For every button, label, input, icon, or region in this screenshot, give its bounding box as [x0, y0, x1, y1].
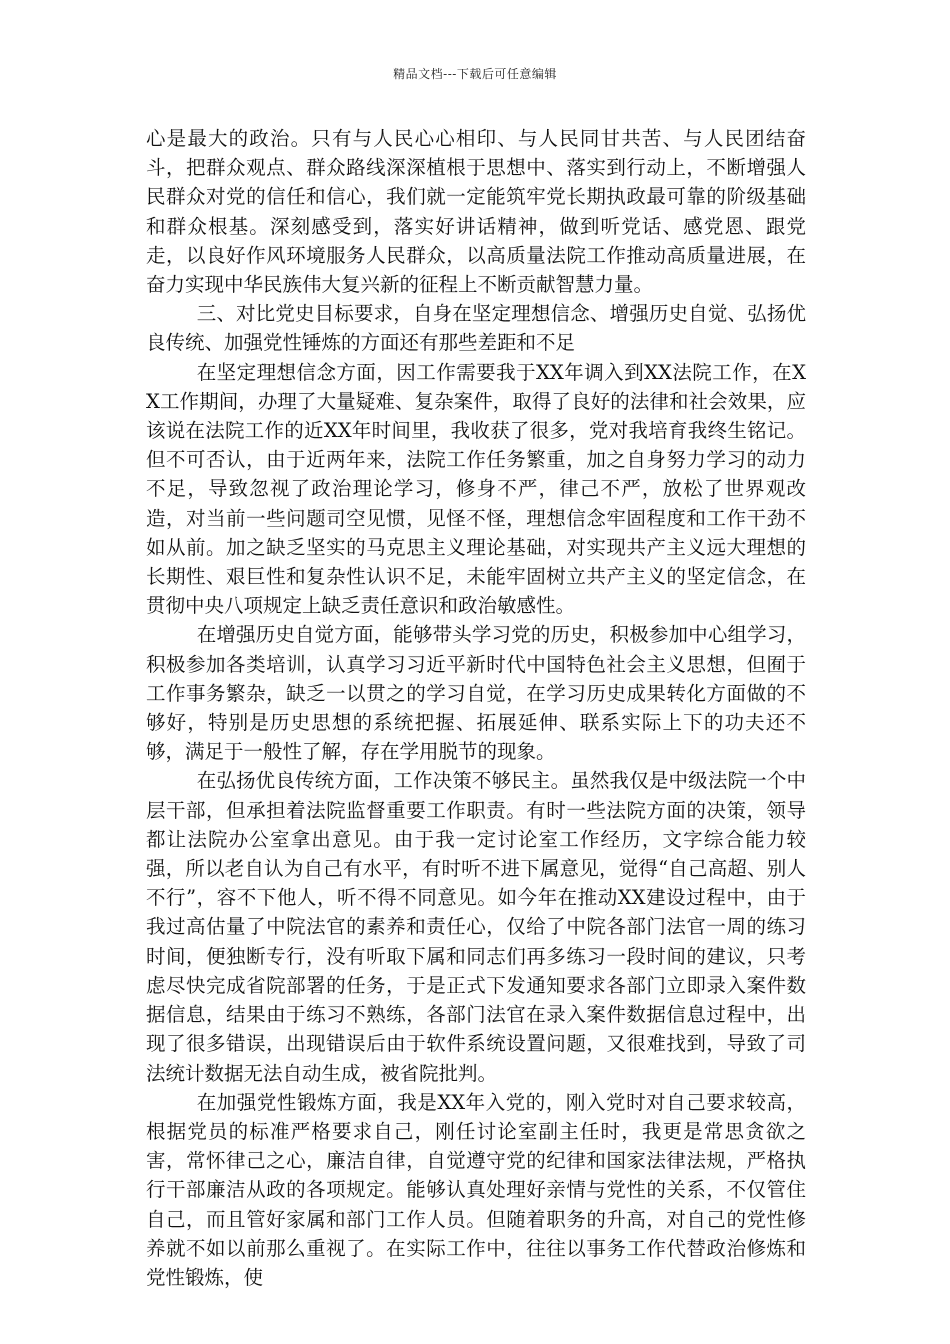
page-header: 精品文档---下载后可任意编辑 — [393, 67, 557, 81]
paragraph-tradition: 在弘扬优良传统方面，工作决策不够民主。虽然我仅是中级法院一个中层干部，但承担着法院监督重要工作职责。有时一些法院方面的决策，领导都让法院办公室拿出意见。由于我一定讨论室工作经历，文字综合能力较强，所以老自认为自己有水平，有时听不进下属意见，觉得“自己高超、别人不行”，容不下他人，听不得不同意见。如今年在推动XX建设过程中，由于我过高估量了中院法官的素养和责任心，仅给了中院各部门法官一周的练习时间，便独断专行，没有听取下属和同志们再多练习一段时间的建议，只考虑尽快完成省院部署的任务，于是正式下发通知要求各部门立即录入案件数据信息，结果由于练习不熟练，各部门法官在录入案件数据信息过程中，出现了很多错误，出现错误后由于软件系统设置问题，又很难找到，导致了司法统计数据无法自动生成，被省院批判。 — [146, 769, 806, 1085]
paragraph-ideals: 在坚定理想信念方面，因工作需要我于XX年调入到XX法院工作，在XX工作期间，办理了大量疑难、复杂案件，取得了良好的法律和社会效果，应该说在法院工作的近XX年时间里，我收获了很多，党对我培育我终生铭记。但不可否认，由于近两年来，法院工作任务繁重，加之自身努力学习的动力不足，导致忽视了政治理论学习，修身不严，律己不严，放松了世界观改造，对当前一些问题司空见惯，见怪不怪，理想信念牢固程度和工作干劲不如从前。加之缺乏坚实的马克思主义理论基础，对实现共产主义远大理想的长期性、艰巨性和复杂性认识不足，未能牢固树立共产主义的坚定信念，在贯彻中央八项规定上缺乏责任意识和政治敏感性。 — [146, 360, 806, 618]
paragraph-continued: 心是最大的政治。只有与人民心心相印、与人民同甘共苦、与人民团结奋斗，把群众观点、群众路线深深植根于思想中、落实到行动上，不断增强人民群众对党的信任和信心，我们就一定能筑牢党长期执政最可靠的阶级基础和群众根基。深刻感受到，落实好讲话精神，做到听党话、感党恩、跟党走，以良好作风环境服务人民群众，以高质量法院工作推动高质量进展，在奋力实现中华民族伟大复兴新的征程上不断贡献智慧力量。 — [146, 127, 806, 297]
section-heading: 三、对比党史目标要求，自身在坚定理想信念、增强历史自觉、弘扬优良传统、加强党性锤炼的方面还有那些差距和不足 — [146, 302, 806, 355]
paragraph-party-spirit: 在加强党性锻炼方面，我是XX年入党的，刚入党时对自己要求较高，根据党员的标准严格要求自己，刚任讨论室副主任时，我更是常思贪欲之害，常怀律己之心，廉洁自律，自觉遵守党的纪律和国家法律法规，严格执行干部廉洁从政的各项规定。能够认真处理好亲情与党性的关系，不仅管住自己，而且管好家属和部门工作人员。但随着职务的升高，对自己的党性修养就不如以前那么重视了。在实际工作中，往往以事务工作代替政治修炼和党性锻炼，使 — [146, 1090, 806, 1289]
paragraph-history: 在增强历史自觉方面，能够带头学习党的历史，积极参加中心组学习，积极参加各类培训，认真学习习近平新时代中国特色社会主义思想，但囿于工作事务繁杂，缺乏一以贯之的学习自觉，在学习历史成果转化方面做的不够好，特别是历史思想的系统把握、拓展延伸、联系实际上下的功夫还不够，满足于一般性了解，存在学用脱节的现象。 — [146, 623, 806, 764]
document-body — [146, 124, 806, 1292]
